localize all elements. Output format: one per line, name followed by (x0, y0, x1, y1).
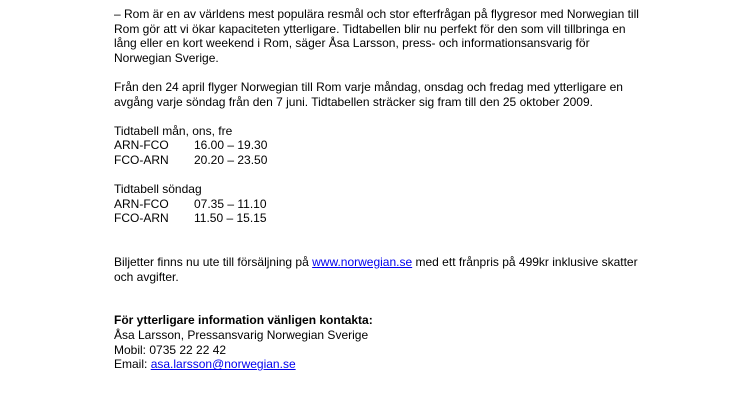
norwegian-website-link[interactable]: www.norwegian.se (312, 255, 413, 270)
contact-heading-text: För ytterligare information vänligen kontakta: (114, 313, 373, 328)
contact-email-link[interactable]: asa.larsson@norwegian.se (150, 357, 296, 372)
quote-paragraph: – Rom är en av världens mest populära resmål och stor efterfrågan på flygresor med Norwegian till Rom gör att vi ökar kapaciteten ytterligare. Tidtabellen blir nu perfekt för den som vill tillbringa en lång eller en kort weekend i Rom, säger Åsa Larsson, press- och informationsansvarig för Norwegian Sverige. (114, 7, 639, 65)
timetable-title: Tidtabell söndag (114, 182, 202, 197)
tickets-text-after: med ett frånpris på 499kr inklusive skatter och avgifter. (114, 255, 638, 284)
contact-email-line (114, 357, 639, 372)
press-release-body (114, 7, 639, 372)
flight-times: 07.35 – 11.10 (194, 196, 267, 211)
route-code: FCO-ARN (114, 152, 169, 167)
contact-mobile: Mobil: 0735 22 22 42 (114, 342, 227, 357)
contact-name: Åsa Larsson, Pressansvarig Norwegian Sverige (114, 328, 369, 343)
route-code: FCO-ARN (114, 211, 169, 226)
tickets-text-before: Biljetter finns nu ute till försäljning på (114, 255, 313, 270)
flight-times: 16.00 – 19.30 (194, 138, 268, 153)
timetable-row (114, 197, 639, 212)
timetable-weekdays (114, 124, 639, 168)
timetable-row (114, 153, 639, 168)
timetable-title: Tidtabell mån, ons, fre (114, 123, 233, 138)
schedule-info-paragraph: Från den 24 april flyger Norwegian till Rom varje måndag, onsdag och fredag med ytterligare en avgång varje söndag från den 7 juni. Tidtabellen sträcker sig fram till den 25 oktober 2009. (114, 79, 623, 109)
route-code: ARN-FCO (114, 138, 169, 153)
email-label: Email: (114, 357, 151, 372)
route-code: ARN-FCO (114, 196, 169, 211)
flight-times: 11.50 – 15.15 (194, 211, 267, 226)
timetable-row (114, 211, 639, 226)
timetable-row (114, 138, 639, 153)
contact-heading (114, 313, 639, 328)
timetable-sunday (114, 182, 639, 226)
flight-times: 20.20 – 23.50 (194, 152, 268, 167)
contact-block (114, 313, 639, 371)
tickets-paragraph (114, 255, 639, 284)
